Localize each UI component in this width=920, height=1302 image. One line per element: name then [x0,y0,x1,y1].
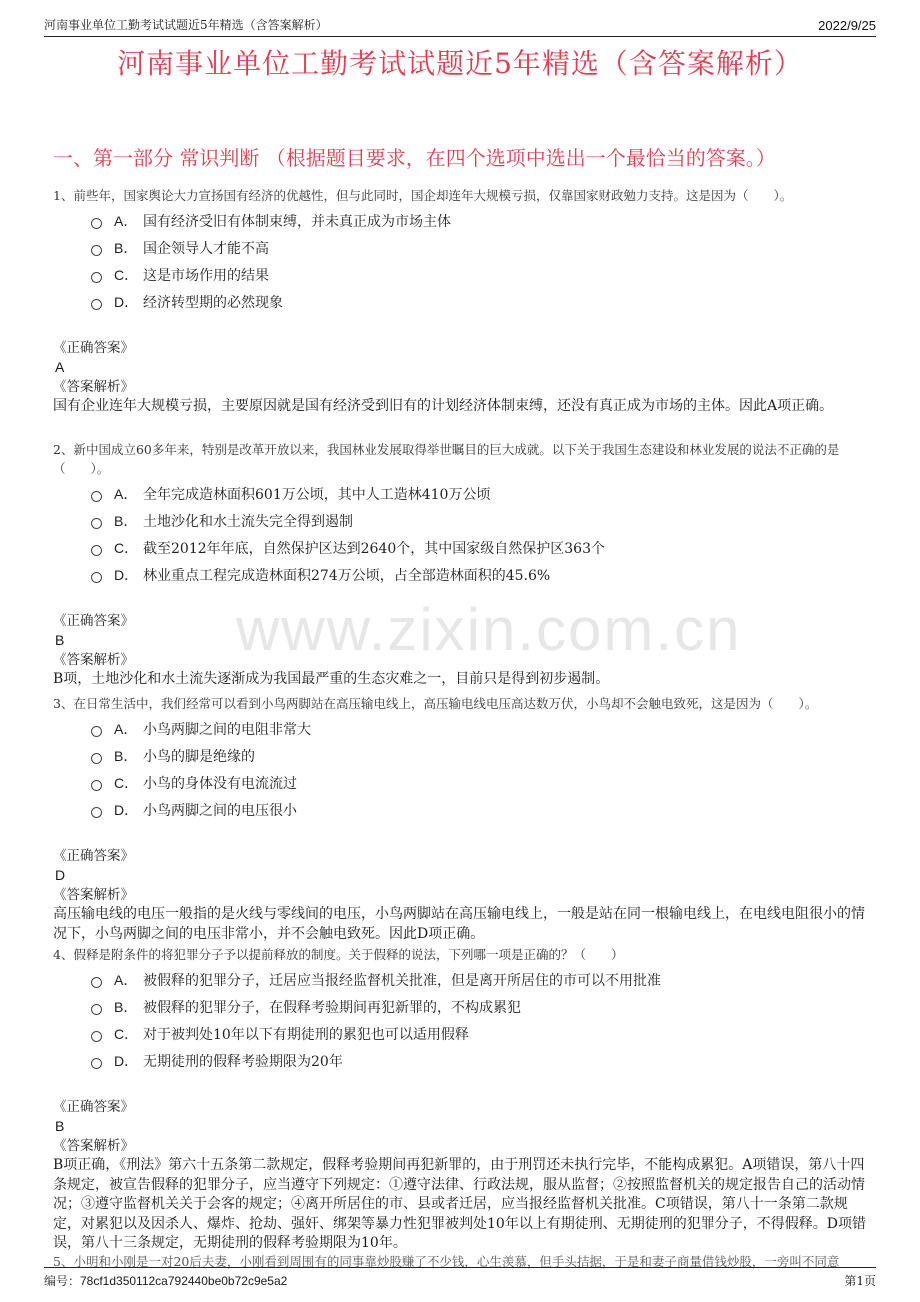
option-text: 小鸟两脚之间的电阻非常大 [143,721,311,738]
answer-label: 《正确答案》 [53,340,134,356]
header-date: 2022/9/25 [818,18,876,33]
truncated-question-5: 5、小明和小刚是一对20后夫妻，小刚看到周围有的同事靠炒股赚了不少钱，心生羡慕，但手头拮据，于是和妻子商量借钱炒股，一旁叫不同意 [53,1254,840,1269]
question-4 [53,945,870,1254]
explanation-label: 《答案解析》 [53,652,134,668]
option-letter: C． [114,774,139,791]
explanation-text: 国有企业连年大规模亏损，主要原因就是国有经济受到旧有的计划经济体制束缚，还没有真正成为市场的主体。因此A项正确。 [53,398,834,414]
option-a[interactable] [91,966,870,993]
option-a[interactable] [91,715,870,742]
radio-icon[interactable] [91,518,102,529]
options-list [53,207,870,315]
option-text: 被假释的犯罪分子，在假释考验期间再犯新罪的，不构成累犯 [143,999,521,1016]
answer-value: B [55,632,65,648]
option-letter: C． [114,266,139,283]
option-text: 林业重点工程完成造林面积274万公顷，占全部造林面积的45.6% [143,567,551,584]
answer-value: B [55,1118,65,1134]
radio-icon[interactable] [91,753,102,764]
explanation-text: B项正确，《刑法》第六十五条第二款规定，假释考验期间再犯新罪的，由于刑罚还未执行完毕，不能构成累犯。A项错误，第八十四条规定，被宣告假释的犯罪分子，应当遵守下列规定：①遵守法律、行政法规，服从监督；②按照监督机关的规定报告自己的活动情况；③遵守监督机关关于会客的规定；④离开所居住的市、县或者迁居，应当报经监督机关批准。C项错误，第八十一条第二款规定，对累犯以及因杀人、爆炸、抢劫、强奸、绑架等暴力性犯罪被判处10年以上有期徒刑、无期徒刑的犯罪分子，不得假释。D项错误，第八十三条规定，无期徒刑的假释考验期限为10年。 [53,1157,867,1251]
radio-icon[interactable] [91,726,102,737]
option-letter: B． [114,512,138,529]
radio-icon[interactable] [91,299,102,310]
option-d[interactable] [91,288,870,315]
option-d[interactable] [91,796,870,823]
option-text: 无期徒刑的假释考验期限为20年 [143,1053,343,1070]
option-b[interactable] [91,742,870,769]
option-text: 这是市场作用的结果 [143,267,269,284]
question-stem: 2、新中国成立60多年来，特别是改革开放以来，我国林业发展取得举世瞩目的巨大成就。以下关于我国生态建设和林业发展的说法不正确的是（ ）。 [53,442,840,476]
explanation-label: 《答案解析》 [53,887,134,903]
explanation-text: 高压输电线的电压一般指的是火线与零线间的电压，小鸟两脚站在高压输电线上，一般是站在同一根输电线上，在电线电阻很小的情况下，小鸟两脚之间的电压非常小，并不会触电致死。因此D项正确。 [53,906,865,942]
radio-icon[interactable] [91,272,102,283]
options-list [53,715,870,823]
question-stem: 3、在日常生活中，我们经常可以看到小鸟两脚站在高压输电线上，高压输电线电压高达数万伏，小鸟却不会触电致死，这是因为（ ）。 [53,696,818,711]
option-text: 小鸟的脚是绝缘的 [143,748,255,765]
option-text: 小鸟两脚之间的电压很小 [143,802,297,819]
radio-icon[interactable] [91,218,102,229]
document-title: 河南事业单位工勤考试试题近5年精选（含答案解析） [117,47,803,80]
answer-value: D [55,867,66,883]
answer-label: 《正确答案》 [53,613,134,629]
option-letter: D． [114,1052,139,1069]
option-letter: B． [114,239,138,256]
radio-icon[interactable] [91,780,102,791]
option-letter: D． [114,566,139,583]
option-letter: A． [114,212,138,229]
option-text: 对于被判处10年以下有期徒刑的累犯也可以适用假释 [143,1026,469,1043]
answer-label: 《正确答案》 [53,1099,134,1115]
explanation-label: 《答案解析》 [53,1138,134,1154]
page-footer [44,1267,876,1289]
radio-icon[interactable] [91,545,102,556]
option-letter: A． [114,720,138,737]
option-d[interactable] [91,561,870,588]
question-stem: 4、假释是附条件的将犯罪分子予以提前释放的制度。关于假释的说法，下列哪一项是正确的？（ ） [53,947,624,962]
footer-page-number: 第1页 [844,1274,876,1288]
explanation-label: 《答案解析》 [53,379,134,395]
radio-icon[interactable] [91,807,102,818]
option-a[interactable] [91,207,870,234]
option-letter: B． [114,998,138,1015]
option-d[interactable] [91,1047,870,1074]
option-letter: D． [114,293,139,310]
option-letter: C． [114,1025,139,1042]
question-3 [53,694,870,944]
option-text: 国有经济受旧有体制束缚，并未真正成为市场主体 [143,213,451,230]
option-text: 小鸟的身体没有电流流过 [143,775,297,792]
header-doc-name: 河南事业单位工勤考试试题近5年精选（含答案解析） [44,18,328,32]
watermark: www.zixin.com.cn [236,596,742,663]
options-list [53,966,870,1074]
radio-icon[interactable] [91,1031,102,1042]
option-letter: B． [114,747,138,764]
option-b[interactable] [91,234,870,261]
option-c[interactable] [91,769,870,796]
option-text: 土地沙化和水土流失完全得到遏制 [143,513,353,530]
radio-icon[interactable] [91,1004,102,1015]
question-2 [53,440,870,690]
answer-label: 《正确答案》 [53,848,134,864]
footer-doc-code: 编号：78cf1d350112ca792440be0b72c9e5a2 [44,1274,288,1288]
option-text: 经济转型期的必然现象 [143,294,283,311]
option-c[interactable] [91,534,870,561]
option-text: 截至2012年年底，自然保护区达到2640个，其中国家级自然保护区363个 [143,540,605,557]
radio-icon[interactable] [91,977,102,988]
option-letter: A． [114,485,138,502]
answer-value: A [55,359,65,375]
page-header [44,11,876,37]
section-heading: 一、第一部分 常识判断 （根据题目要求，在四个选项中选出一个最恰当的答案。） [53,146,776,170]
option-c[interactable] [91,1020,870,1047]
explanation-text: B项，土地沙化和水土流失逐渐成为我国最严重的生态灾难之一，目前只是得到初步遏制。 [53,671,610,687]
option-b[interactable] [91,993,870,1020]
radio-icon[interactable] [91,245,102,256]
option-text: 被假释的犯罪分子，迁居应当报经监督机关批准，但是离开所居住的市可以不用批准 [143,972,661,989]
question-stem: 1、前些年，国家舆论大力宣扬国有经济的优越性，但与此同时，国企却连年大规模亏损，仅靠国家财政勉力支持。这是因为（ ）。 [53,188,793,203]
option-a[interactable] [91,480,870,507]
radio-icon[interactable] [91,1058,102,1069]
radio-icon[interactable] [91,572,102,583]
option-c[interactable] [91,261,870,288]
option-letter: A． [114,971,138,988]
option-letter: D． [114,801,139,818]
radio-icon[interactable] [91,491,102,502]
option-letter: C． [114,539,139,556]
question-1 [53,186,870,417]
option-text: 国企领导人才能不高 [143,240,269,257]
options-list [53,480,870,588]
option-text: 全年完成造林面积601万公顷，其中人工造林410万公顷 [143,486,491,503]
option-b[interactable] [91,507,870,534]
